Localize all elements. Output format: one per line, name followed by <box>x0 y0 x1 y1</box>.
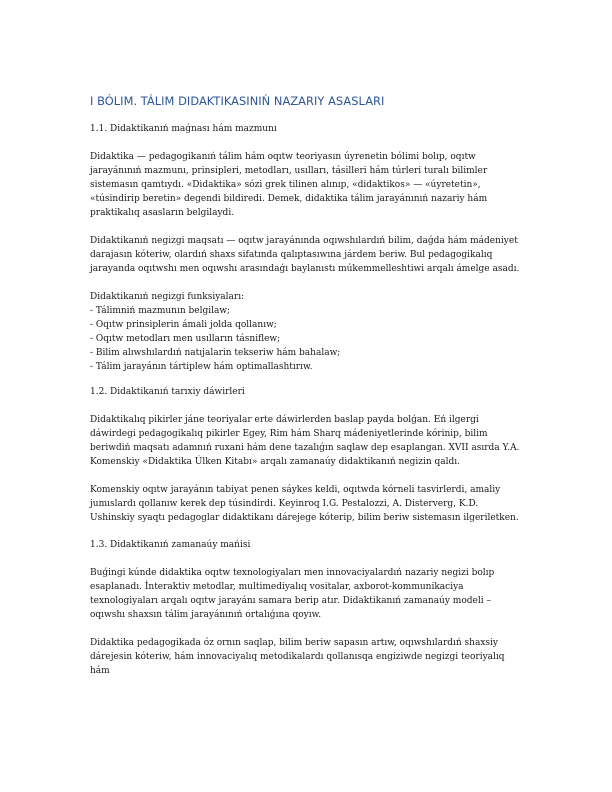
paragraph-1-3-a: Buǵingi kúnde didaktika oqıtw texnologiyaları men innovaciyalardıń nazariy negizi bolıp esaplanadı. İnteraktiv metodlar, multimediyalıq vositalar, axborot-kommunikaciya texnologiyaları arqalı oqıtw jarayánı samara berip atır. Didaktikanıń zamanaúy modeli – oqıwshı shaxsın tálim jarayánınıń ortalıǵına qoyıw. <box>90 568 495 620</box>
list-item: - Oqıtw metodları men usılların tásniflew; <box>90 334 281 344</box>
document-title: I BÓLIM. TÁLIM DIDAKTIKASINIŃ NAZARIY ASASLARI <box>90 94 385 108</box>
section-heading-1-1: 1.1. Didaktikanıń maǵnası hám mazmunı <box>90 124 277 134</box>
list-item: - Tálim jarayánın tártiplew hám optimallashtırıw. <box>90 362 313 372</box>
paragraph-1-2-a: Didaktikalıq pikirler jáne teoriyalar erte dáwirlerden baslap payda bolǵan. Eń ilgergi dáwirdegi pedagogikalıq pikirler Egey, Rim hám Sharq mádeniyetlerinde kórinip, bilim beriwdiń maqsatı adamnıń ruxani hám dene tazalıǵın saqlaw dep esaplangan. XVII asırda Y.A. Komenskiy «Didaktika Úlken Kitabı» arqalı zamanaúy didaktikanıń negizin qaldı. <box>90 415 520 467</box>
section-heading-1-2: 1.2. Didaktikanıń tarıxiy dáwirleri <box>90 387 245 397</box>
list-item: - Tálimniń mazmunın belgilaw; <box>90 306 231 316</box>
functions-list-title: Didaktikanıń negizgi funksiyaları: <box>90 292 245 302</box>
paragraph-1-1-b: Didaktikanıń negizgi maqsatı — oqıtw jarayánında oqıwshılardıń bilim, daǵda hám mádeniyet darajasın kóteriw, olardıń shaxs sifatında qalıptasıwına járdem beriw. Bul pedagogikalıq jarayanda oqıtwshı men oqıwshı arasındaǵı baylanıstı múkemmelleshtiwi arqalı ámelge asadı. <box>90 236 520 274</box>
paragraph-1-3-b: Didaktika pedagogikada óz ornın saqlap, bilim beriw sapasın artıw, oqıwshılardıń shaxsiy dárejesin kóteriw, hám innovaciyalıq metodikalardı qollanısqa engiziwde negizgi teoriyalıq hám <box>90 638 505 676</box>
list-item: - Oqıtw prinsiplerin ámali jolda qollanıw; <box>90 320 277 330</box>
paragraph-1-1-a: Didaktika — pedagogikanıń tálim hám oqıtw teoriyasın úyrenetin bólimi bolıp, oqıtw jarayánınıń mazmunı, prinsipleri, metodları, usılları, tásilleri hám túrleri turalı bilimler sistemasın qamtıydı. «Didaktika» sózi grek tilinen alınıp, «didaktikos» — «úyretetin», «túsindirip beretin» degendi bildiredi. Demek, didaktika tálim jarayánınıń nazariy hám praktikalıq asasların belgilaydi. <box>90 152 488 218</box>
functions-list <box>90 290 522 374</box>
paragraph-1-2-b: Komenskiy oqıtw jarayánın tabiyat penen sáykes keldi, oqıtwda kórneli tasvirlerdi, amaliy jumıslardı qollanıw kerek dep túsindirdi. Keyinroq I.G. Pestalozzi, A. Disterverg, K.D. Ushinskiy syaqtı pedagoglar didaktikanı dárejege kóterip, bilim beriw sistemasın ilgeriletken. <box>90 485 519 523</box>
list-item: - Bilim alıwshılardıń natıjalarin tekseriw hám bahalaw; <box>90 348 341 358</box>
section-heading-1-3: 1.3. Didaktikanıń zamanaúy mańisi <box>90 540 251 550</box>
